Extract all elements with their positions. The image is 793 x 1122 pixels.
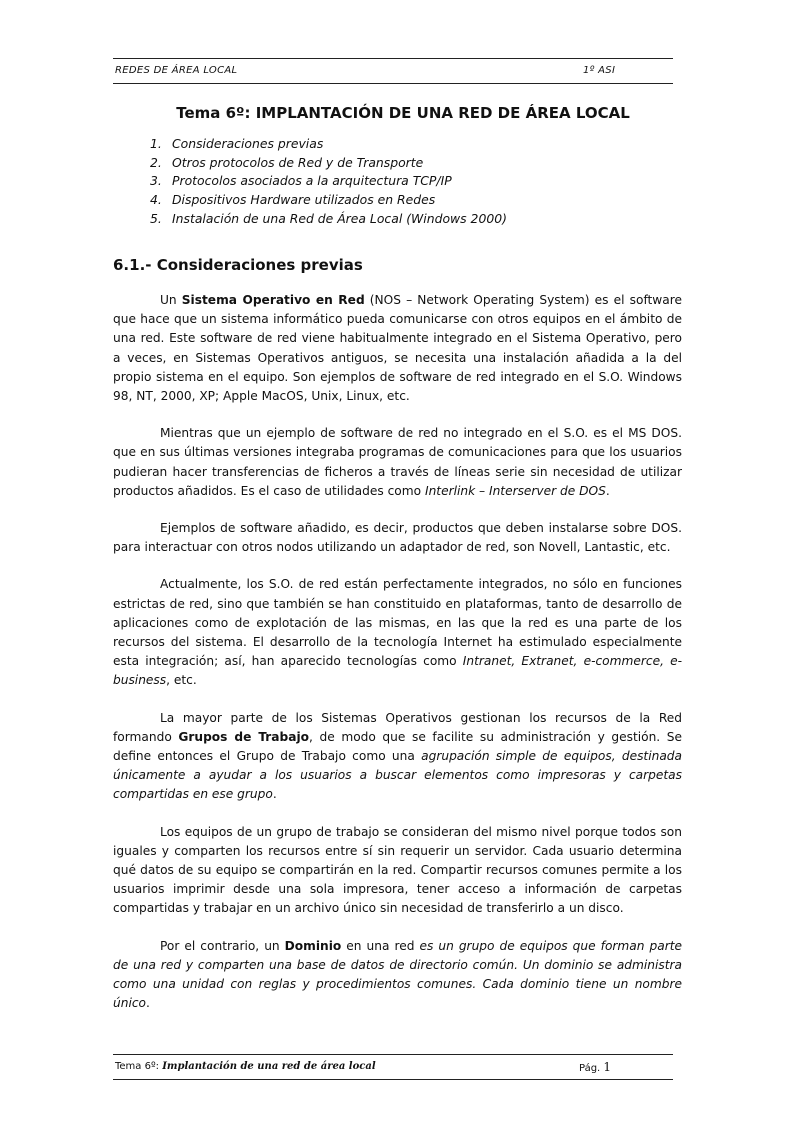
header-left-text: REDES DE ÁREA LOCAL (115, 65, 238, 76)
paragraph: La mayor parte de los Sistemas Operativos gestionan los recursos de la Red formando Grupos de Trabajo, de modo que se facilite su administración y gestión. Se define entonces el Grupo de Trabajo como una agrupación simple de equipos, destinada únicamente a ayudar a los usuarios a buscar elementos como impresoras y carpetas compartidas en ese grupo. (113, 710, 682, 802)
body-text (113, 291, 682, 1032)
page-title: Tema 6º: IMPLANTACIÓN DE UNA RED DE ÁREA LOCAL (176, 104, 630, 122)
page-header (113, 58, 673, 84)
page-number: Pág. 1 (579, 1060, 612, 1074)
section-heading: 6.1.- Consideraciones previas (113, 256, 363, 274)
toc-item: 4. Dispositivos Hardware utilizados en Redes (150, 192, 436, 208)
footer-left: Tema 6º: Implantación de una red de área local (115, 1061, 376, 1072)
paragraph: Los equipos de un grupo de trabajo se consideran del mismo nivel porque todos son iguales y comparten los recursos entre sí sin requerir un servidor. Cada usuario determina qué datos de su equipo se compartirán en la red. Compartir recursos comunes permite a los usuarios imprimir desde una sola impresora, tener acceso a información de carpetas compartidas y trabajar en un archivo único sin necesidad de transferirlo a un disco. (113, 824, 682, 916)
toc-item: 5. Instalación de una Red de Área Local (Windows 2000) (150, 210, 507, 226)
paragraph: Ejemplos de software añadido, es decir, productos que deben instalarse sobre DOS. para interactuar con otros nodos utilizando un adaptador de red, son Novell, Lantastic, etc. (113, 521, 682, 555)
footer-title: Implantación de una red de área local (162, 1061, 376, 1072)
toc-item: 2. Otros protocolos de Red y de Transporte (150, 154, 424, 170)
header-right-text: 1º ASI (583, 65, 616, 76)
page-footer (113, 1054, 673, 1080)
paragraph: Por el contrario, un Dominio en una red es un grupo de equipos que forman parte de una red y comparten una base de datos de directorio común. Un dominio se administra como una unidad con reglas y procedimientos comunes. Cada dominio tiene un nombre único. (113, 938, 682, 1011)
paragraph: Un Sistema Operativo en Red (NOS – Network Operating System) es el software que hace que un sistema informático pueda comunicarse con otros equipos en el ámbito de una red. Este software de red viene habitualmente integrado en el Sistema Operativo, pero a veces, en Sistemas Operativos antiguos, se necesita una instalación añadida a la del propio sistema en el equipo. Son ejemplos de software de red integrado en el S.O. Windows 98, NT, 2000, XP; Apple MacOS, Unix, Linux, etc. (113, 293, 682, 404)
paragraph: Actualmente, los S.O. de red están perfectamente integrados, no sólo en funciones estrictas de red, sino que también se han constituido en plataformas, tanto de desarrollo de aplicaciones como de explotación de las mismas, en las que la red es una parte de los recursos del sistema. El desarrollo de la tecnología Internet ha estimulado especialmente esta integración; así, han aparecido tecnologías como Intranet, Extranet, e-commerce, e-business, etc. (113, 577, 682, 688)
toc-item: 3. Protocolos asociados a la arquitectura TCP/IP (150, 173, 452, 189)
toc-item: 1. Consideraciones previas (150, 136, 324, 151)
table-of-contents (150, 135, 507, 228)
paragraph: Mientras que un ejemplo de software de red no integrado en el S.O. es el MS DOS. que en sus últimas versiones integraba programas de comunicaciones para que los usuarios pudieran hacer transferencias de ficheros a través de líneas serie sin necesidad de utilizar productos añadidos. Es el caso de utilidades como Interlink – Interserver de DOS. (113, 426, 682, 498)
